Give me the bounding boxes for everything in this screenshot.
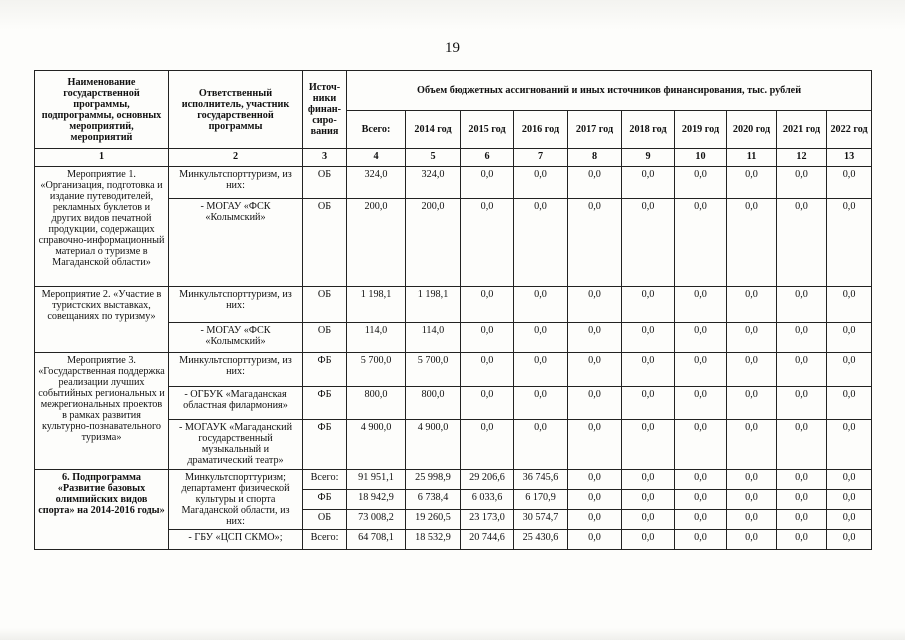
- header-year: 2022 год: [827, 111, 872, 149]
- header-total: Всего:: [347, 111, 406, 149]
- source-cell: ОБ: [303, 510, 347, 530]
- year-value-cell: 0,0: [777, 420, 827, 470]
- year-value-cell: 5 700,0: [406, 353, 461, 387]
- year-value-cell: 0,0: [727, 530, 777, 550]
- year-value-cell: 0,0: [827, 387, 872, 420]
- table-row: [35, 470, 872, 490]
- year-value-cell: 0,0: [514, 167, 568, 199]
- total-value-cell: 324,0: [347, 167, 406, 199]
- total-value-cell: 200,0: [347, 199, 406, 287]
- year-value-cell: 0,0: [461, 387, 514, 420]
- year-value-cell: 0,0: [622, 470, 675, 490]
- header-volume: Объем бюджетных ассигнований и иных источников финансирования, тыс. рублей: [347, 71, 872, 111]
- year-value-cell: 0,0: [461, 420, 514, 470]
- year-value-cell: 0,0: [622, 530, 675, 550]
- source-cell: ФБ: [303, 387, 347, 420]
- year-value-cell: 0,0: [827, 353, 872, 387]
- column-number: 4: [347, 149, 406, 167]
- year-value-cell: 0,0: [727, 470, 777, 490]
- year-value-cell: 0,0: [675, 199, 727, 287]
- program-name-cell: 6. Подпрограмма «Развитие базовых олимпийских видов спорта» на 2014-2016 годы»: [35, 470, 169, 550]
- year-value-cell: 0,0: [827, 167, 872, 199]
- year-value-cell: 0,0: [727, 353, 777, 387]
- column-number: 10: [675, 149, 727, 167]
- responsible-cell: Минкультспорттуризм, из них:: [169, 353, 303, 387]
- responsible-cell: - ОГБУК «Магаданская областная филармония»: [169, 387, 303, 420]
- year-value-cell: 0,0: [777, 323, 827, 353]
- program-name-cell: Мероприятие 2. «Участие в туристских выставках, совещаниях по туризму»: [35, 287, 169, 353]
- year-value-cell: 324,0: [406, 167, 461, 199]
- year-value-cell: 18 532,9: [406, 530, 461, 550]
- column-number: 7: [514, 149, 568, 167]
- column-number: 3: [303, 149, 347, 167]
- source-cell: ФБ: [303, 490, 347, 510]
- header-year: 2014 год: [406, 111, 461, 149]
- program-name-cell: Мероприятие 3. «Государственная поддержка реализации лучших событийных региональных и межрегиональных проектов в рамках развития культурно-познавательного туризма»: [35, 353, 169, 470]
- year-value-cell: 0,0: [622, 287, 675, 323]
- year-value-cell: 0,0: [568, 387, 622, 420]
- year-value-cell: 0,0: [827, 530, 872, 550]
- total-value-cell: 800,0: [347, 387, 406, 420]
- table-row: [35, 353, 872, 387]
- responsible-cell: - МОГАУ «ФСК «Колымский»: [169, 323, 303, 353]
- year-value-cell: 0,0: [622, 510, 675, 530]
- column-number: 2: [169, 149, 303, 167]
- program-name-cell: Мероприятие 1. «Организация, подготовка и издание путеводителей, рекламных буклетов и других видов печатной продукции, содержащих справочно-информационный материал о туризме в Магаданской области»: [35, 167, 169, 287]
- year-value-cell: 0,0: [622, 420, 675, 470]
- year-value-cell: 6 170,9: [514, 490, 568, 510]
- source-cell: ОБ: [303, 199, 347, 287]
- responsible-cell: Минкультспорттуризм; департамент физической культуры и спорта Магаданской области, из них:: [169, 470, 303, 530]
- source-cell: ФБ: [303, 420, 347, 470]
- responsible-cell: Минкультспорттуризм, из них:: [169, 287, 303, 323]
- year-value-cell: 0,0: [827, 287, 872, 323]
- year-value-cell: 0,0: [777, 287, 827, 323]
- year-value-cell: 0,0: [675, 387, 727, 420]
- header-year: 2021 год: [777, 111, 827, 149]
- year-value-cell: 0,0: [827, 470, 872, 490]
- header-year: 2020 год: [727, 111, 777, 149]
- total-value-cell: 1 198,1: [347, 287, 406, 323]
- year-value-cell: 0,0: [727, 510, 777, 530]
- column-number: 11: [727, 149, 777, 167]
- year-value-cell: 0,0: [777, 353, 827, 387]
- year-value-cell: 1 198,1: [406, 287, 461, 323]
- responsible-cell: - МОГАУ «ФСК «Колымский»: [169, 199, 303, 287]
- header-responsible: Ответственный исполнитель, участник государственной программы: [169, 71, 303, 149]
- header-year: 2018 год: [622, 111, 675, 149]
- page-number: 19: [445, 40, 460, 56]
- responsible-cell: - ГБУ «ЦСП СКМО»;: [169, 530, 303, 550]
- year-value-cell: 0,0: [827, 510, 872, 530]
- year-value-cell: 0,0: [777, 510, 827, 530]
- year-value-cell: 0,0: [827, 323, 872, 353]
- total-value-cell: 64 708,1: [347, 530, 406, 550]
- year-value-cell: 0,0: [514, 420, 568, 470]
- table-row: [35, 287, 872, 323]
- year-value-cell: 0,0: [568, 470, 622, 490]
- year-value-cell: 0,0: [568, 530, 622, 550]
- total-value-cell: 4 900,0: [347, 420, 406, 470]
- year-value-cell: 0,0: [461, 353, 514, 387]
- total-value-cell: 73 008,2: [347, 510, 406, 530]
- year-value-cell: 800,0: [406, 387, 461, 420]
- year-value-cell: 0,0: [777, 387, 827, 420]
- year-value-cell: 29 206,6: [461, 470, 514, 490]
- year-value-cell: 0,0: [622, 199, 675, 287]
- table-row: [35, 167, 872, 199]
- source-cell: ОБ: [303, 287, 347, 323]
- year-value-cell: 6 033,6: [461, 490, 514, 510]
- column-number: 13: [827, 149, 872, 167]
- column-number: 6: [461, 149, 514, 167]
- year-value-cell: 0,0: [514, 199, 568, 287]
- header-year: 2015 год: [461, 111, 514, 149]
- column-number: 8: [568, 149, 622, 167]
- year-value-cell: 114,0: [406, 323, 461, 353]
- header-source: Источ-ники финан-сиро-вания: [303, 71, 347, 149]
- total-value-cell: 114,0: [347, 323, 406, 353]
- source-cell: ОБ: [303, 323, 347, 353]
- year-value-cell: 0,0: [461, 199, 514, 287]
- scan-shadow-bottom: [0, 628, 905, 640]
- year-value-cell: 0,0: [568, 287, 622, 323]
- year-value-cell: 0,0: [727, 490, 777, 510]
- year-value-cell: 0,0: [827, 490, 872, 510]
- year-value-cell: 0,0: [622, 167, 675, 199]
- year-value-cell: 0,0: [514, 287, 568, 323]
- source-cell: ФБ: [303, 353, 347, 387]
- year-value-cell: 0,0: [461, 167, 514, 199]
- year-value-cell: 0,0: [777, 199, 827, 287]
- year-value-cell: 0,0: [461, 323, 514, 353]
- year-value-cell: 0,0: [568, 510, 622, 530]
- year-value-cell: 19 260,5: [406, 510, 461, 530]
- year-value-cell: 0,0: [777, 490, 827, 510]
- year-value-cell: 4 900,0: [406, 420, 461, 470]
- responsible-cell: - МОГАУК «Магаданский государственный музыкальный и драматический театр»: [169, 420, 303, 470]
- header-year: 2016 год: [514, 111, 568, 149]
- year-value-cell: 0,0: [727, 287, 777, 323]
- year-value-cell: 0,0: [727, 167, 777, 199]
- year-value-cell: 6 738,4: [406, 490, 461, 510]
- year-value-cell: 0,0: [568, 353, 622, 387]
- year-value-cell: 0,0: [727, 420, 777, 470]
- source-cell: Всего:: [303, 530, 347, 550]
- year-value-cell: 0,0: [827, 199, 872, 287]
- year-value-cell: 0,0: [675, 470, 727, 490]
- year-value-cell: 0,0: [675, 530, 727, 550]
- total-value-cell: 91 951,1: [347, 470, 406, 490]
- year-value-cell: 0,0: [568, 167, 622, 199]
- year-value-cell: 200,0: [406, 199, 461, 287]
- year-value-cell: 0,0: [622, 323, 675, 353]
- year-value-cell: 0,0: [568, 323, 622, 353]
- year-value-cell: 0,0: [777, 167, 827, 199]
- column-number: 9: [622, 149, 675, 167]
- year-value-cell: 0,0: [461, 287, 514, 323]
- year-value-cell: 0,0: [622, 490, 675, 510]
- year-value-cell: 0,0: [827, 420, 872, 470]
- source-cell: ОБ: [303, 167, 347, 199]
- year-value-cell: 0,0: [777, 530, 827, 550]
- year-value-cell: 0,0: [675, 167, 727, 199]
- column-number: 12: [777, 149, 827, 167]
- year-value-cell: 0,0: [568, 199, 622, 287]
- budget-table: [34, 70, 872, 550]
- total-value-cell: 18 942,9: [347, 490, 406, 510]
- year-value-cell: 30 574,7: [514, 510, 568, 530]
- year-value-cell: 0,0: [727, 199, 777, 287]
- year-value-cell: 0,0: [675, 490, 727, 510]
- year-value-cell: 0,0: [675, 510, 727, 530]
- year-value-cell: 0,0: [675, 420, 727, 470]
- year-value-cell: 36 745,6: [514, 470, 568, 490]
- year-value-cell: 0,0: [622, 353, 675, 387]
- year-value-cell: 0,0: [514, 323, 568, 353]
- year-value-cell: 0,0: [622, 387, 675, 420]
- column-number: 1: [35, 149, 169, 167]
- year-value-cell: 0,0: [675, 287, 727, 323]
- total-value-cell: 5 700,0: [347, 353, 406, 387]
- year-value-cell: 0,0: [514, 387, 568, 420]
- year-value-cell: 0,0: [727, 387, 777, 420]
- year-value-cell: 0,0: [514, 353, 568, 387]
- year-value-cell: 0,0: [727, 323, 777, 353]
- year-value-cell: 0,0: [675, 353, 727, 387]
- year-value-cell: 25 998,9: [406, 470, 461, 490]
- header-year: 2019 год: [675, 111, 727, 149]
- responsible-cell: Минкультспорттуризм, из них:: [169, 167, 303, 199]
- year-value-cell: 0,0: [777, 470, 827, 490]
- year-value-cell: 20 744,6: [461, 530, 514, 550]
- header-name: Наименование государственной программы, подпрограммы, основных мероприятий, мероприятий: [35, 71, 169, 149]
- year-value-cell: 0,0: [568, 420, 622, 470]
- year-value-cell: 0,0: [675, 323, 727, 353]
- year-value-cell: 25 430,6: [514, 530, 568, 550]
- header-year: 2017 год: [568, 111, 622, 149]
- column-number: 5: [406, 149, 461, 167]
- source-cell: Всего:: [303, 470, 347, 490]
- year-value-cell: 23 173,0: [461, 510, 514, 530]
- year-value-cell: 0,0: [568, 490, 622, 510]
- scan-shadow-top: [0, 0, 905, 30]
